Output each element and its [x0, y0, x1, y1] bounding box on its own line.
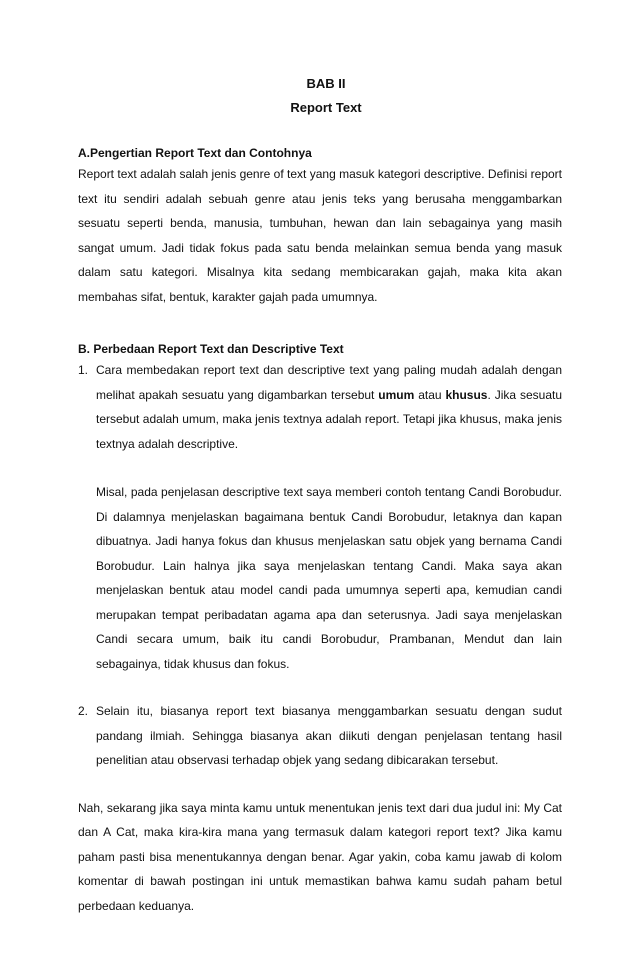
- section-b-heading: B. Perbedaan Report Text dan Descriptive Text: [78, 342, 344, 356]
- section-a-paragraph: Report text adalah salah jenis genre of text yang masuk kategori descriptive. Definisi report text itu sendiri adalah sebuah genre atau jenis teks yang berusaha menggambarkan sesuatu seperti benda, manusia, tumbuhan, hewan dan lain sebagainya yang masih sangat umum. Jadi tidak fokus pada satu benda melainkan semua benda yang masuk dalam satu kategori. Misalnya kita sedang membicarakan gajah, maka kita akan membahas sifat, bentuk, karakter gajah pada umumnya.: [78, 167, 562, 304]
- section-a-heading: A.Pengertian Report Text dan Contohnya: [78, 146, 312, 160]
- list-item-1: [78, 358, 562, 676]
- chapter-subtitle: Report Text: [290, 100, 362, 115]
- chapter-title: BAB II: [306, 76, 346, 91]
- item-1-text-after: . Jika sesuatu tersebut adalah umum, maka jenis textnya adalah report. Tetapi jika khusus, maka jenis textnya adalah descriptive.: [96, 387, 563, 451]
- list-item-1-example: Misal, pada penjelasan descriptive text saya memberi contoh tentang Candi Borobudur. Di dalamnya menjelaskan bagaimana bentuk Candi Borobudur, letaknya dan kapan dibuatnya. Jadi hanya fokus dan khusus menjelaskan satu objek yang bernama Candi Borobudur. Lain halnya jika saya menjelaskan tentang Candi. Maka saya akan menjelaskan bentuk atau model candi pada umumnya seperti apa, kemudian candi merupakan tempat peribadatan agama apa dan seterusnya. Jadi saya menjelaskan Candi secara umum, baik itu candi Borobudur, Prambanan, Mendut dan lain sebagainya, tidak khusus dan fokus.: [96, 485, 562, 671]
- list-number-1: 1.: [78, 363, 89, 377]
- list-number-2: 2.: [78, 704, 89, 718]
- list-item-2-text: Selain itu, biasanya report text biasanya menggambarkan sesuatu dengan sudut pandang ilmiah. Sehingga biasanya akan diikuti dengan penjelasan tentang hasil penelitian atau observasi terhadap objek yang sedang dibicarakan tersebut.: [96, 704, 562, 767]
- list-item-1-text: [96, 358, 562, 456]
- item-1-text-before: Cara membedakan report text dan descriptive text yang paling mudah adalah dengan melihat apakah sesuatu yang digambarkan tersebut: [96, 363, 562, 402]
- bold-umum: umum: [378, 387, 415, 402]
- document-content: [78, 72, 562, 918]
- item-1-text-mid: atau: [414, 387, 446, 402]
- closing-paragraph: Nah, sekarang jika saya minta kamu untuk menentukan jenis text dari dua judul ini: My Cat dan A Cat, maka kira-kira mana yang termasuk dalam kategori report text? Jika kamu paham pasti bisa menentukannya dengan benar. Agar yakin, coba kamu jawab di kolom komentar di bawah postingan ini untuk memastikan bahwa kamu sudah paham betul perbedaan keduanya.: [78, 800, 562, 913]
- difference-list: [78, 358, 562, 773]
- bold-khusus: khusus: [445, 387, 488, 402]
- list-item-2: [78, 699, 562, 773]
